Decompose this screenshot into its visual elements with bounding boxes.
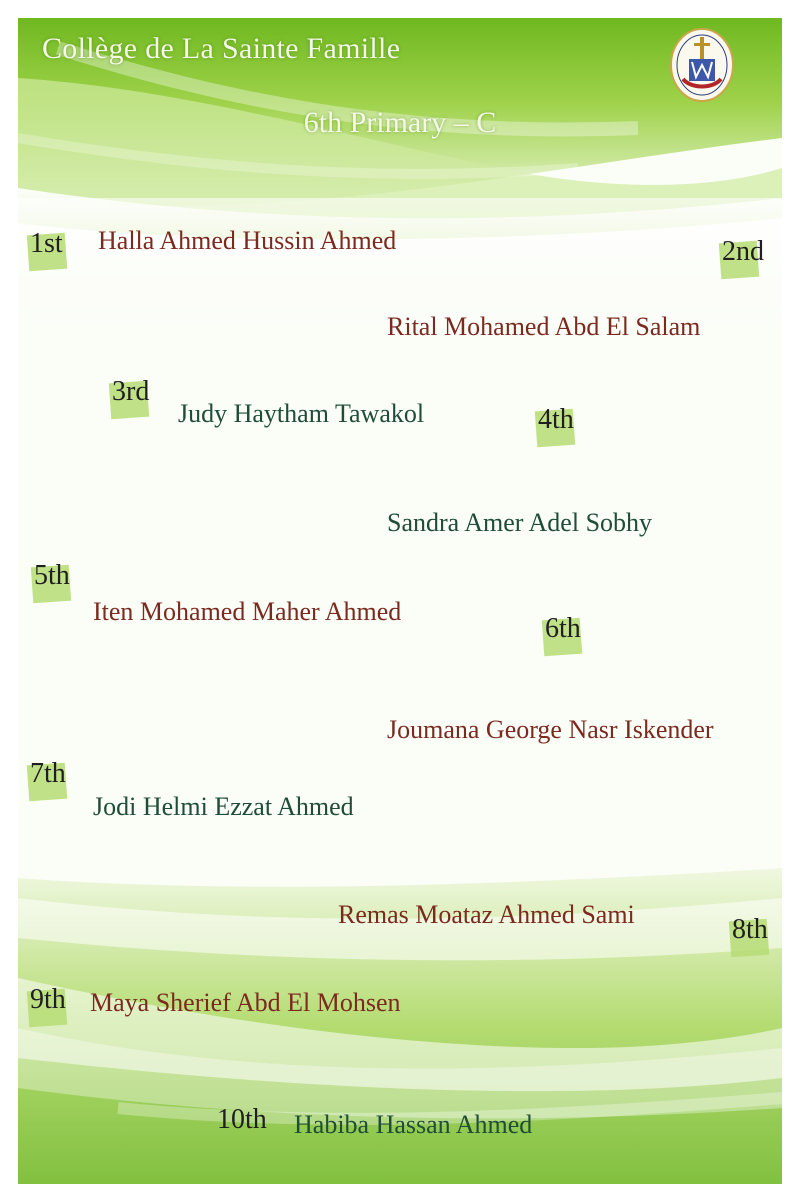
school-crest-icon <box>669 27 735 103</box>
rank-text: 4th <box>538 404 574 435</box>
student-name: Halla Ahmed Hussin Ahmed <box>98 226 397 255</box>
rank-label <box>538 404 574 436</box>
student-name: Maya Sherief Abd El Mohsen <box>90 988 401 1017</box>
rank-text: 9th <box>30 984 66 1015</box>
student-name: Remas Moataz Ahmed Sami <box>338 900 635 929</box>
student-name: Sandra Amer Adel Sobhy <box>387 508 653 537</box>
rank-text: 6th <box>545 613 581 644</box>
class-title: 6th Primary – C <box>303 106 497 139</box>
rank-text: 5th <box>34 560 70 591</box>
rank-label <box>545 613 581 645</box>
rank-text: 3rd <box>112 376 150 407</box>
rank-label <box>30 228 63 260</box>
rank-label <box>217 1104 267 1136</box>
student-name: Habiba Hassan Ahmed <box>294 1110 533 1139</box>
rank-label <box>30 984 66 1016</box>
rank-text: 7th <box>30 758 66 789</box>
rank-label <box>112 376 149 408</box>
rank-label <box>722 236 764 268</box>
student-name: Rital Mohamed Abd El Salam <box>387 312 701 341</box>
rank-text: 8th <box>732 914 768 945</box>
rank-label <box>30 758 66 790</box>
student-name: Jodi Helmi Ezzat Ahmed <box>93 792 354 821</box>
rank-label <box>732 914 768 946</box>
school-title: Collège de La Sainte Famille <box>42 32 401 65</box>
student-name: Joumana George Nasr Iskender <box>387 715 714 744</box>
student-name: Iten Mohamed Maher Ahmed <box>93 597 402 626</box>
rank-text: 1st <box>30 228 63 259</box>
rank-text: 2nd <box>722 236 764 267</box>
rank-text: 10th <box>217 1104 267 1135</box>
student-name: Judy Haytham Tawakol <box>178 399 425 428</box>
rank-label <box>34 560 70 592</box>
